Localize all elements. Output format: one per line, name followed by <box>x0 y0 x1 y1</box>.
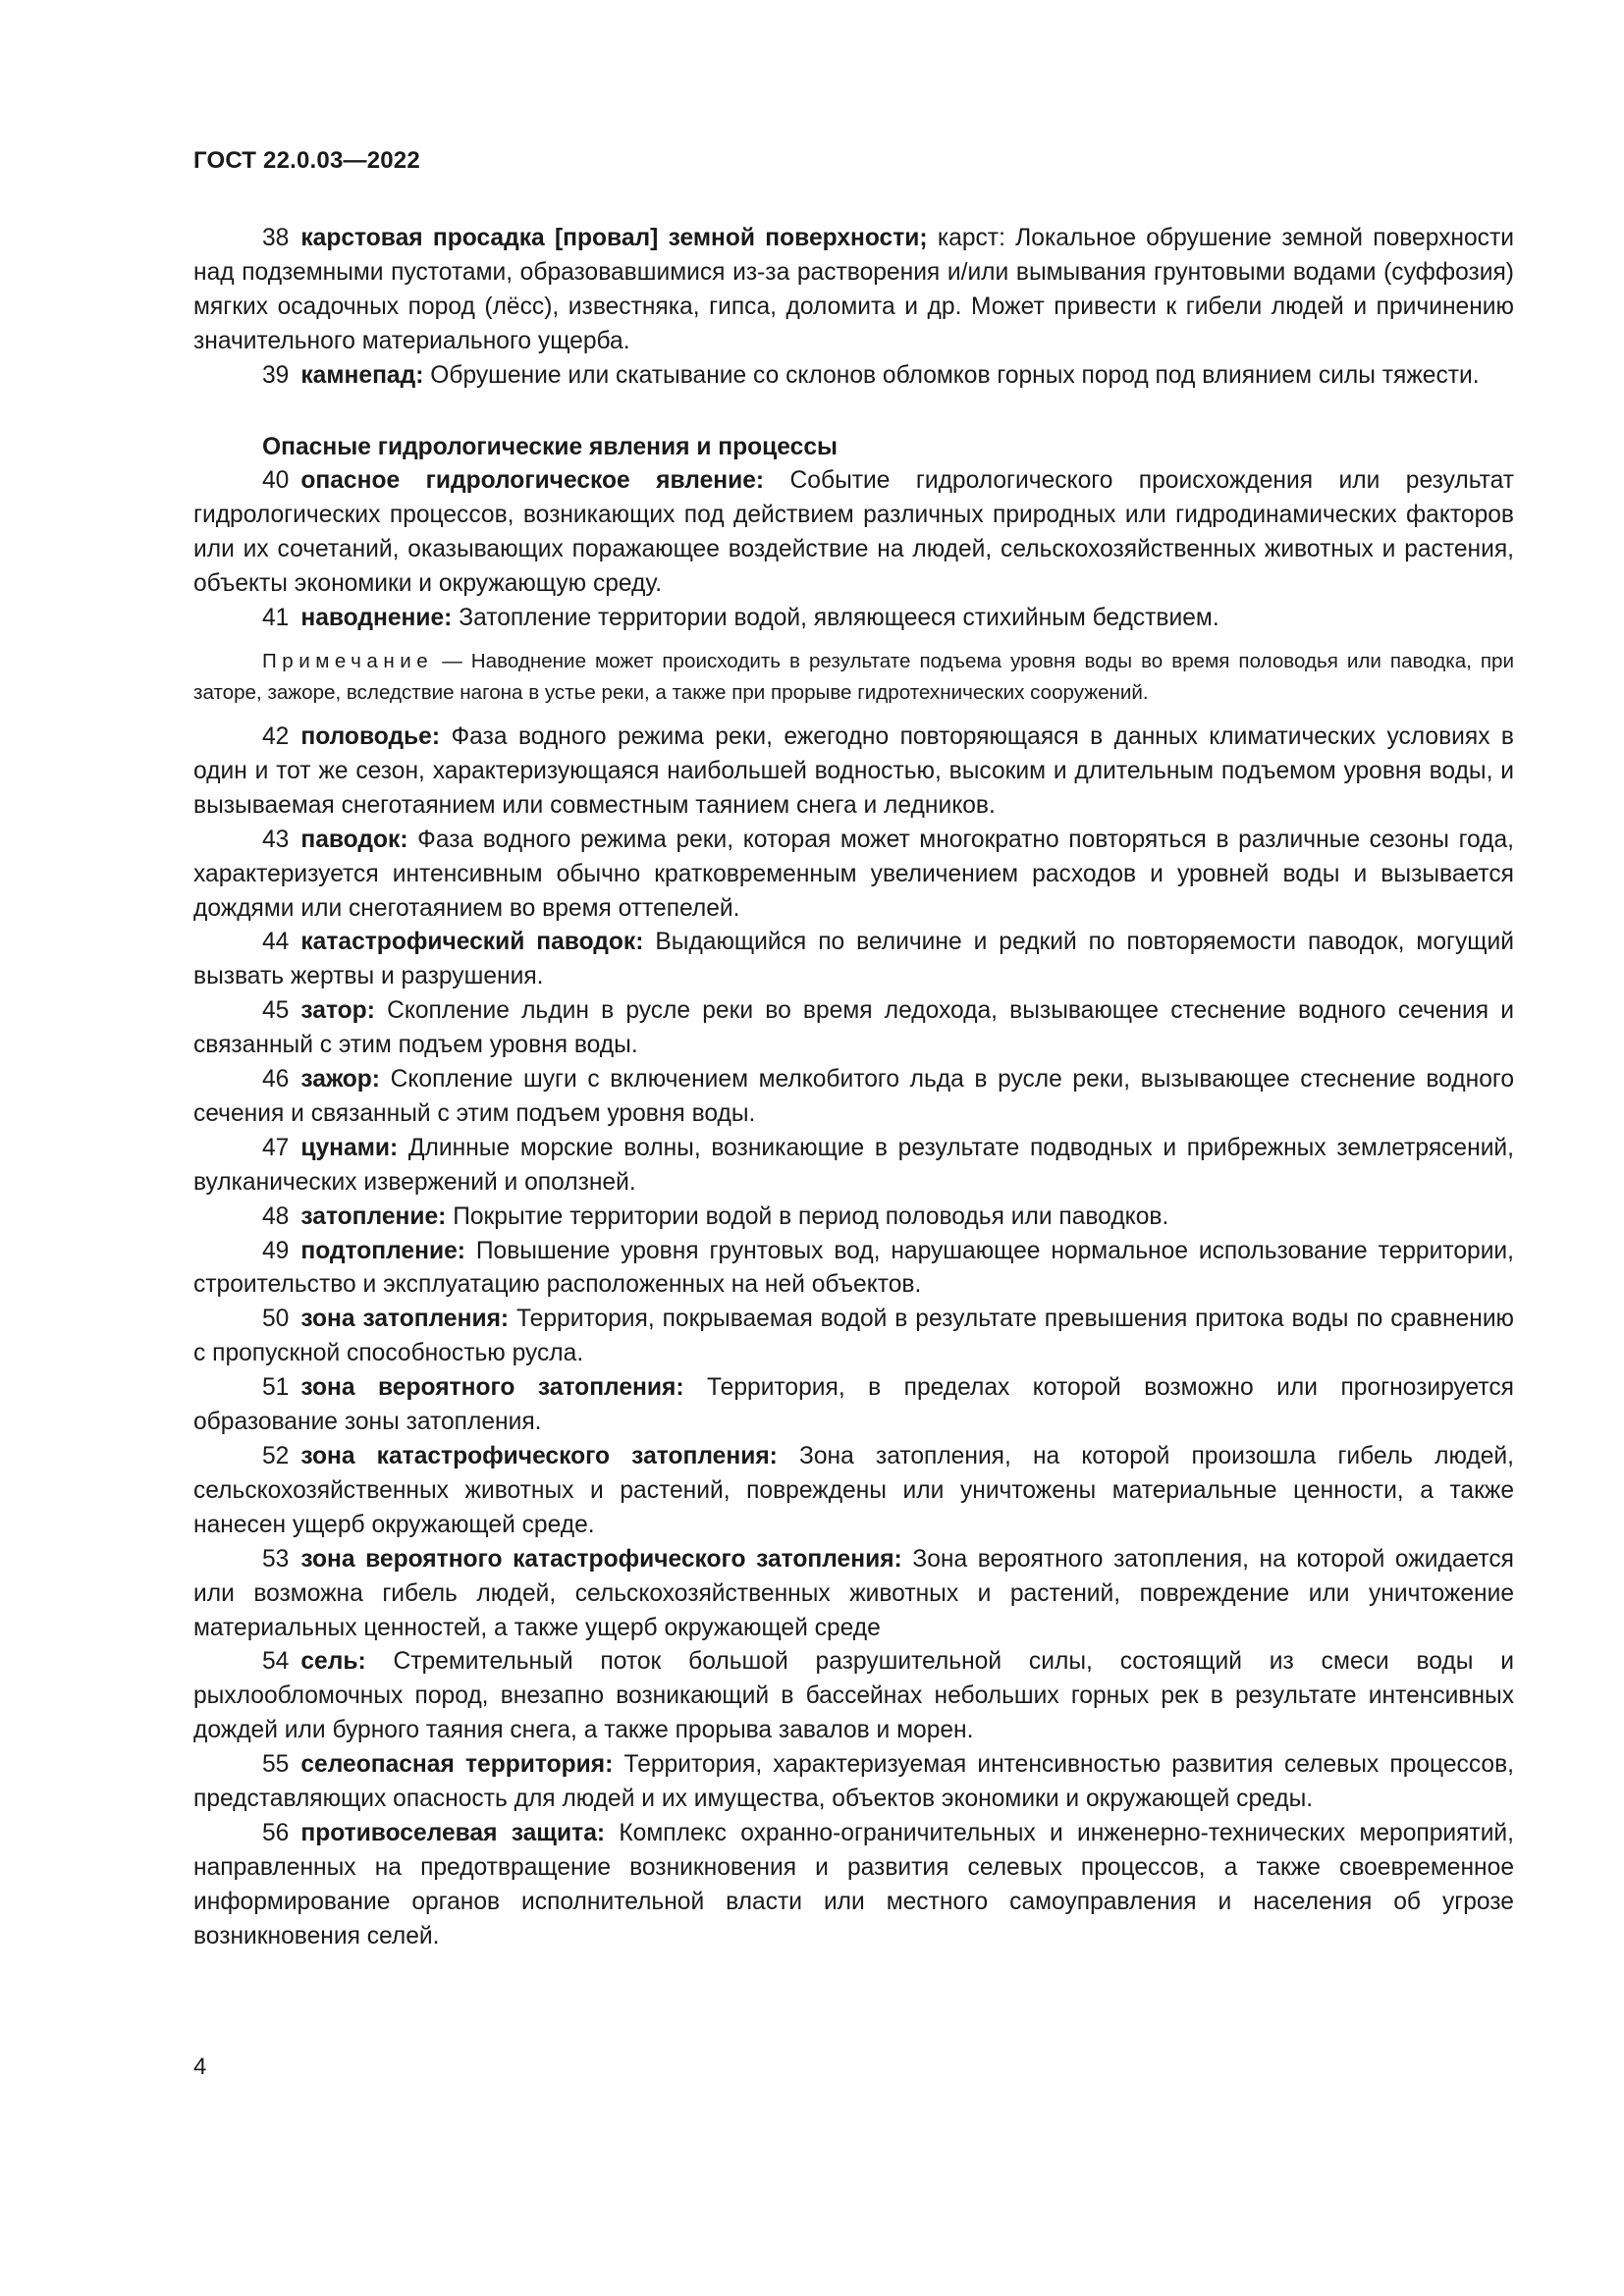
term-entry-47 <box>193 1132 1514 1201</box>
term-definition: Выдающийся по величине и редкий по повторяемости паводок, могущий вызвать жертвы и разрушения. <box>193 929 1514 990</box>
term-definition: Зона вероятного затопления, на которой ожидается или возможна гибель людей, сельскохозяйственных животных и растений, повреждение или уничтожение материальных ценностей, а также ущерб окружающей среде <box>193 1545 1515 1641</box>
term-title: зона катастрофического затопления: <box>300 1443 778 1469</box>
term-number: 42 <box>262 722 290 750</box>
term-definition: Стремительный поток большой разрушительной силы, состоящий из смеси воды и рыхлообломочных пород, внезапно возникающий в бассейнах небольших горных рек в результате интенсивных дождей или бурного таяния снега, а также прорыва завалов и морен. <box>193 1648 1514 1744</box>
term-entry-38 <box>193 222 1514 359</box>
section-title: Опасные гидрологические явления и процессы <box>262 433 839 460</box>
term-number: 54 <box>262 1648 290 1676</box>
term-number: 38 <box>262 225 290 251</box>
term-number: 50 <box>262 1306 290 1333</box>
term-title: наводнение: <box>300 605 453 632</box>
term-entry-45 <box>193 994 1514 1063</box>
term-number: 56 <box>262 1819 290 1846</box>
term-definition: Повышение уровня грунтовых вод, нарушающее нормальное использование территории, строительство и эксплуатацию расположенных на ней объектов. <box>193 1237 1514 1299</box>
term-entry-46 <box>193 1063 1514 1132</box>
term-number: 40 <box>262 467 290 495</box>
term-title: подтопление: <box>300 1237 465 1264</box>
document-body <box>193 222 1514 1954</box>
term-number: 55 <box>262 1751 290 1779</box>
term-number: 46 <box>262 1066 290 1094</box>
term-number: 52 <box>262 1443 290 1469</box>
term-title: катастрофический паводок: <box>300 929 644 956</box>
term-entry-40 <box>193 464 1514 602</box>
term-title: карстовая просадка [провал] земной поверхности; <box>300 225 928 251</box>
term-title: сель: <box>300 1648 366 1676</box>
term-entry-50 <box>193 1303 1514 1371</box>
term-definition: Затопление территории водой, являющееся стихийным бедствием. <box>452 605 1219 632</box>
term-definition: Событие гидрологического происхождения или результат гидрологических процессов, возникающих под действием различных природных или гидродинамических факторов или их сочетаний, оказывающих поражающее воздействие на людей, сельскохозяйственных животных и растения, объекты экономики и окружающую среду. <box>193 467 1514 598</box>
term-title: паводок: <box>300 826 408 853</box>
term-entry-54 <box>193 1645 1514 1748</box>
term-title: зона затопления: <box>300 1306 510 1333</box>
term-definition: Покрытие территории водой в период половодья или паводков. <box>446 1202 1169 1230</box>
note <box>193 646 1514 709</box>
term-number: 39 <box>262 361 290 389</box>
term-number: 43 <box>262 826 290 853</box>
page-number: 4 <box>193 2054 207 2080</box>
term-entry-44 <box>193 926 1514 994</box>
term-entry-56 <box>193 1817 1514 1954</box>
term-definition: Фаза водного режима реки, ежегодно повторяющаяся в данных климатических условиях в один и тот же сезон, характеризующаяся наибольшей водностью, высоким и длительным подъемом уровня воды, и вызываемая снеготаянием или совместным таянием снега и ледников. <box>193 722 1514 819</box>
term-number: 53 <box>262 1545 290 1573</box>
term-title: опасное гидрологическое явление: <box>300 467 765 495</box>
term-title: зажор: <box>300 1066 380 1094</box>
term-number: 51 <box>262 1374 290 1402</box>
term-entry-41 <box>193 602 1514 636</box>
term-entry-39 <box>193 359 1514 394</box>
term-number: 44 <box>262 929 290 956</box>
term-entry-43 <box>193 824 1514 927</box>
term-definition: Территория, характеризуемая интенсивностью развития селевых процессов, представляющих опасность для людей и их имущества, объектов экономики и окружающей среды. <box>193 1751 1514 1813</box>
term-definition: Фаза водного режима реки, которая может многократно повторяться в различные сезоны года, характеризуется интенсивным обычно кратковременным увеличением расходов и уровней воды и вызывается дождями или снеготаянием во время оттепелей. <box>193 826 1514 922</box>
term-title: цунами: <box>300 1134 399 1161</box>
term-definition: Длинные морские волны, возникающие в результате подводных и прибрежных землетрясений, вулканических извержений и оползней. <box>193 1134 1514 1196</box>
term-entry-52 <box>193 1440 1514 1543</box>
term-entry-49 <box>193 1235 1514 1304</box>
term-definition: Скопление льдин в русле реки во время ледохода, вызывающее стеснение водного сечения и связанный с этим подъем уровня воды. <box>193 997 1514 1059</box>
term-entry-53 <box>193 1543 1514 1646</box>
term-title: камнепад: <box>300 361 424 389</box>
term-entry-51 <box>193 1371 1514 1440</box>
term-definition: Скопление шуги с включением мелкобитого льда в русле реки, вызывающее стеснение водного сечения и связанный с этим подъем уровня воды. <box>193 1066 1514 1127</box>
term-title: противоселевая защита: <box>300 1819 606 1846</box>
term-definition: Территория, в пределах которой возможно или прогнозируется образование зоны затопления. <box>193 1374 1514 1436</box>
term-number: 45 <box>262 997 290 1025</box>
note-label: Примечание <box>262 649 434 672</box>
note-text: — Наводнение может происходить в результате подъема уровня воды во время половодья или паводка, при заторе, зажоре, вследствие нагона в устье реки, а также при прорыве гидротехнических сооружений. <box>193 649 1514 704</box>
term-entry-55 <box>193 1748 1514 1817</box>
document-header: ГОСТ 22.0.03—2022 <box>193 147 420 174</box>
term-title: селеопасная территория: <box>300 1751 614 1779</box>
term-title: затор: <box>300 997 375 1025</box>
term-title: зона вероятного катастрофического затопления: <box>300 1545 902 1573</box>
term-title: половодье: <box>300 722 441 750</box>
term-number: 49 <box>262 1237 290 1264</box>
term-definition: Обрушение или скатывание со склонов обломков горных пород под влиянием силы тяжести. <box>423 361 1480 389</box>
term-number: 41 <box>262 605 290 632</box>
term-entry-42 <box>193 721 1514 824</box>
term-definition: Комплекс охранно-ограничительных и инженерно-технических мероприятий, направленных на предотвращение возникновения и развития селевых процессов, а также своевременное информирование органов исполнительной власти или местного самоуправления и населения об угрозе возникновения селей. <box>193 1819 1515 1949</box>
term-entry-48 <box>193 1201 1514 1235</box>
term-definition: карст: Локальное обрушение земной поверхности над подземными пустотами, образовавшимися из-за растворения и/или вымывания грунтовыми водами (суффозия) мягких осадочных пород (лёсс), известняка, гипса, доломита и др. Может привести к гибели людей и причинению значительного материального ущерба. <box>193 225 1514 354</box>
term-definition: Зона затопления, на которой произошла гибель людей, сельскохозяйственных животных и растений, повреждены или уничтожены материальные ценности, а также нанесен ущерб окружающей среде. <box>193 1443 1514 1538</box>
term-title: затопление: <box>300 1202 447 1230</box>
term-number: 47 <box>262 1134 290 1161</box>
term-number: 48 <box>262 1202 290 1230</box>
term-definition: Территория, покрываемая водой в результате превышения притока воды по сравнению с пропускной способностью русла. <box>193 1306 1515 1367</box>
term-title: зона вероятного затопления: <box>300 1374 684 1402</box>
